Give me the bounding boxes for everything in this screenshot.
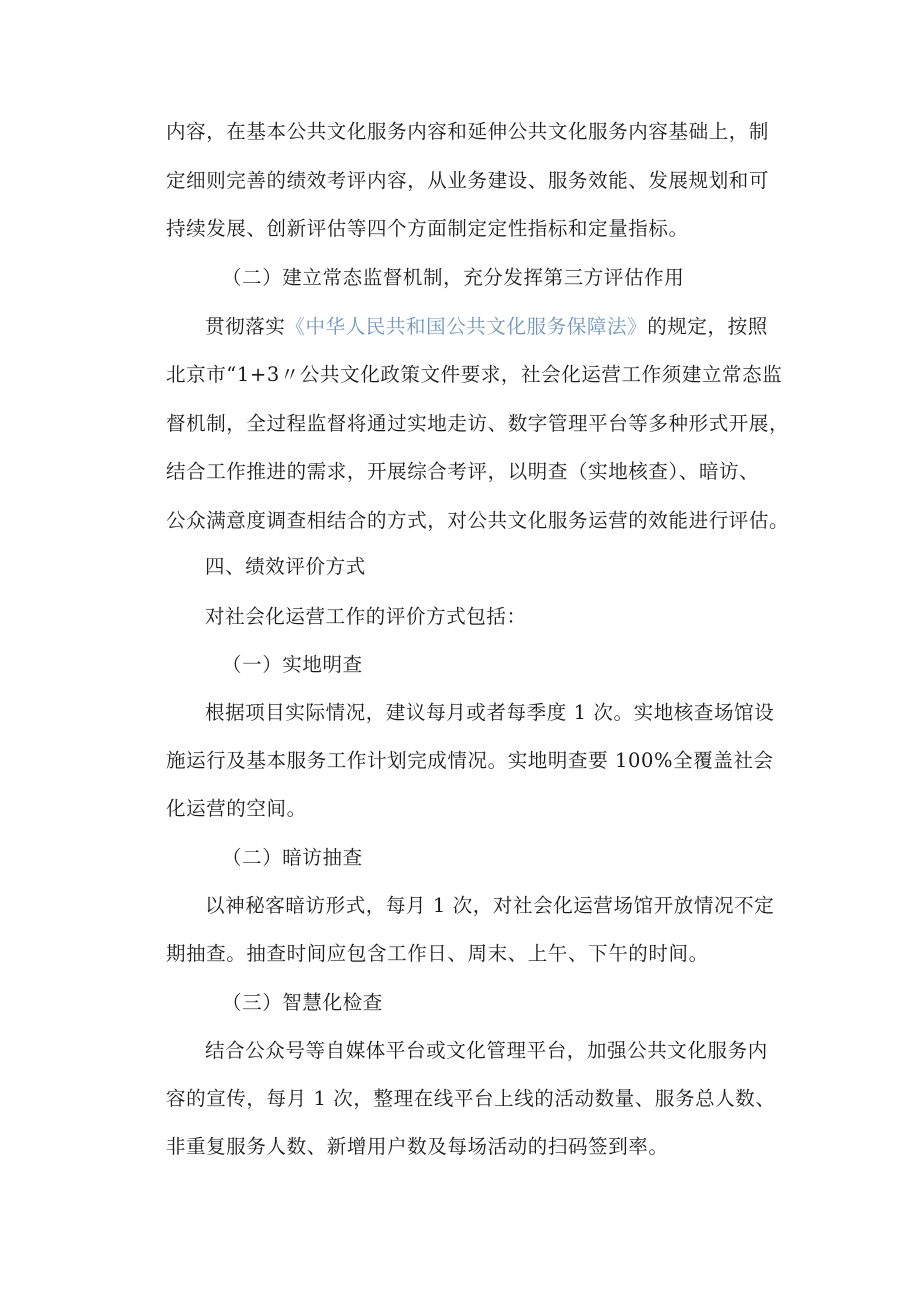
body-text-line: 北京市“1+3〃公共文化政策文件要求，社会化运营工作须建立常态监 <box>166 363 783 386</box>
body-text-line: 根据项目实际情况，建议每月或者每季度 1 次。实地核查场馆设 <box>205 701 775 724</box>
body-text-line: 化运营的空间。 <box>166 797 307 820</box>
section-heading: （二）建立常态监督机制，充分发挥第三方评估作用 <box>222 266 685 289</box>
body-text-line: 非重复服务人数、新增用户数及每场活动的扫码签到率。 <box>166 1135 669 1158</box>
body-text-line: 施运行及基本服务工作计划完成情况。实地明查要 100%全覆盖社会 <box>166 749 774 772</box>
body-text-line: 结合公众号等自媒体平台或文化管理平台，加强公共文化服务内 <box>205 1039 768 1062</box>
body-text-line: 对社会化运营工作的评价方式包括： <box>205 605 527 628</box>
body-text-line: 内容，在基本公共文化服务内容和延伸公共文化服务内容基础上，制 <box>166 120 770 143</box>
body-text-segment: 贯彻落实 <box>205 315 286 338</box>
subsection-heading: （二）暗访抽查 <box>222 846 363 869</box>
body-text-line: 督机制，全过程监督将通过实地走访、数字管理平台等多种形式开展， <box>166 412 790 435</box>
subsection-heading: （三）智慧化检查 <box>222 991 383 1014</box>
body-text-segment: 的规定，按照 <box>647 315 768 338</box>
body-text-line: 公众满意度调查相结合的方式，对公共文化服务运营的效能进行评估。 <box>166 509 790 532</box>
body-text-line: 容的宣传，每月 1 次，整理在线平台上线的活动数量、服务总人数、 <box>166 1087 776 1110</box>
body-text-line: 期抽查。抽查时间应包含工作日、周末、上午、下午的时间。 <box>166 942 709 965</box>
law-title-link[interactable]: 《中华人民共和国公共文化服务保障法》 <box>285 315 648 338</box>
body-text-line: 以神秘客暗访形式，每月 1 次，对社会化运营场馆开放情况不定 <box>205 894 775 917</box>
body-text-line <box>205 314 825 340</box>
section-heading: 四、绩效评价方式 <box>205 555 366 578</box>
body-text-line: 持续发展、创新评估等四个方面制定定性指标和定量指标。 <box>166 217 689 240</box>
body-text-line: 结合工作推进的需求，开展综合考评，以明查（实地核查）、暗访、 <box>166 460 760 483</box>
subsection-heading: （一）实地明查 <box>222 653 363 676</box>
body-text-line: 定细则完善的绩效考评内容，从业务建设、服务效能、发展规划和可 <box>166 169 770 192</box>
